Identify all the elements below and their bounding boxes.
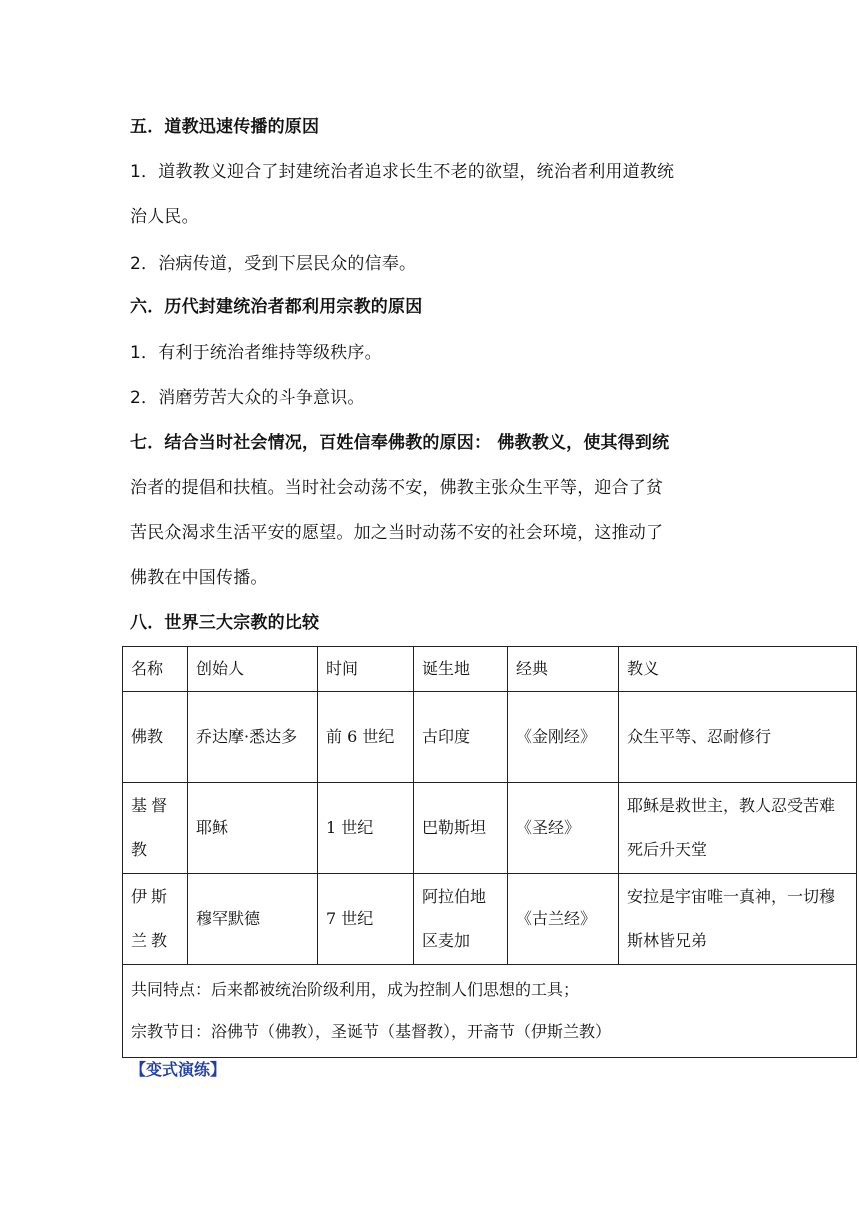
header-cell-scripture: 经典 (508, 647, 619, 692)
cell-doctrine: 安拉是宇宙唯一真神，一切穆斯林皆兄弟 (619, 874, 857, 965)
cell-time: 前 6 世纪 (318, 692, 414, 783)
section-7-line-2: 治者的提倡和扶植。当时社会动荡不安，佛教主张众生平等，迎合了贫 (130, 478, 664, 498)
table-summary-row (123, 965, 857, 1058)
cell-birthplace: 阿拉伯地区麦加 (414, 874, 508, 965)
religion-comparison-table (122, 646, 857, 1058)
section-5-item-1-line-1: 1．道教教义迎合了封建统治者追求长生不老的欲望，统治者利用道教统 (130, 162, 675, 182)
festivals-text: 宗教节日：浴佛节（佛教），圣诞节（基督教），开斋节（伊斯兰教） (131, 1022, 612, 1041)
cell-religion-name: 佛教 (123, 692, 188, 783)
header-cell-founder: 创始人 (188, 647, 318, 692)
section-5-item-2: 2．治病传道，受到下层民众的信奉。 (130, 254, 417, 274)
cell-doctrine: 耶稣是救世主，教人忍受苦难死后升天堂 (619, 783, 857, 874)
cell-founder: 耶稣 (188, 783, 318, 874)
summary-cell (123, 965, 857, 1058)
cell-religion-name: 伊斯兰教 (123, 874, 188, 965)
table-row (123, 783, 857, 874)
cell-scripture: 《金刚经》 (508, 692, 619, 783)
section-7-line-3: 苦民众渴求生活平安的愿望。加之当时动荡不安的社会环境，这推动了 (130, 523, 664, 543)
cell-time: 7 世纪 (318, 874, 414, 965)
header-cell-doctrine: 教义 (619, 647, 857, 692)
header-cell-birthplace: 诞生地 (414, 647, 508, 692)
section-6-item-1: 1．有利于统治者维持等级秩序。 (130, 343, 382, 363)
section-6-item-2: 2．消磨劳苦大众的斗争意识。 (130, 388, 365, 408)
cell-time: 1 世纪 (318, 783, 414, 874)
table-header-row (123, 647, 857, 692)
section-6-title: 六．历代封建统治者都利用宗教的原因 (130, 297, 423, 317)
cell-founder: 乔达摩·悉达多 (188, 692, 318, 783)
header-cell-name: 名称 (123, 647, 188, 692)
section-8-title: 八．世界三大宗教的比较 (130, 613, 320, 633)
cell-religion-name: 基督教 (123, 783, 188, 874)
section-7-line-4: 佛教在中国传播。 (130, 568, 268, 588)
table-row (123, 874, 857, 965)
cell-doctrine: 众生平等、忍耐修行 (619, 692, 857, 783)
header-cell-time: 时间 (318, 647, 414, 692)
cell-birthplace: 巴勒斯坦 (414, 783, 508, 874)
section-7-line-1: 七．结合当时社会情况，百姓信奉佛教的原因： 佛教教义，使其得到统 (130, 433, 670, 453)
cell-founder: 穆罕默德 (188, 874, 318, 965)
cell-scripture: 《古兰经》 (508, 874, 619, 965)
section-5-title: 五．道教迅速传播的原因 (130, 117, 320, 137)
table-row (123, 692, 857, 783)
cell-scripture: 《圣经》 (508, 783, 619, 874)
section-5-item-1-line-2: 治人民。 (130, 207, 199, 227)
practice-section-label: 【变式演练】 (130, 1060, 227, 1079)
common-feature-text: 共同特点：后来都被统治阶级利用，成为控制人们思想的工具； (131, 980, 580, 999)
cell-birthplace: 古印度 (414, 692, 508, 783)
